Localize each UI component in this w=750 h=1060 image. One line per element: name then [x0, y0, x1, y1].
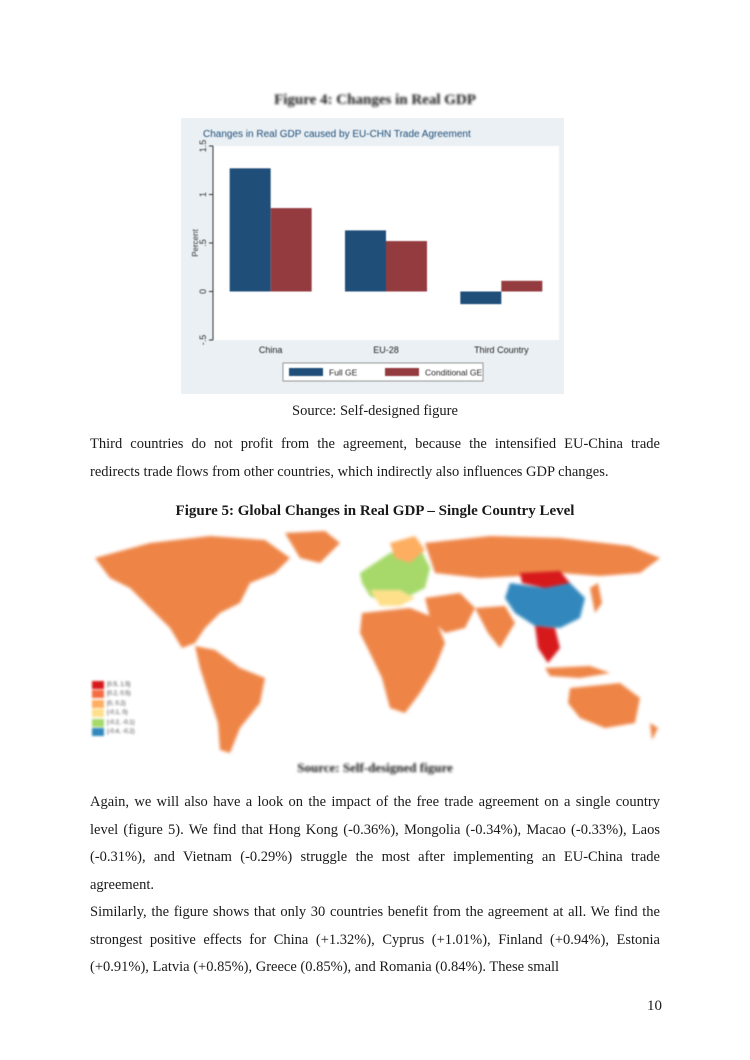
- figure-5-caption: Figure 5: Global Changes in Real GDP – Single Country Level: [175, 503, 575, 519]
- bar-eu-28-1: [386, 241, 427, 291]
- map-legend-swatch: [92, 709, 104, 717]
- y-tick-label: 0: [198, 288, 208, 295]
- bar-eu-28-0: [345, 230, 386, 291]
- bar-china-1: [271, 208, 312, 291]
- x-tick-label: Third Country: [474, 345, 529, 355]
- map-legend-label: [-0.1, 0): [107, 710, 128, 717]
- map-legend-label: [0.2, 0.5): [107, 691, 131, 698]
- chart-title: Changes in Real GDP caused by EU-CHN Trade Agreement: [203, 129, 471, 140]
- map-legend-swatch: [92, 700, 104, 708]
- figure-4-source: Source: Self-designed figure: [292, 403, 458, 419]
- x-tick-label: China: [258, 345, 283, 355]
- map-south-america: [195, 646, 265, 753]
- y-tick-label: 1.5: [198, 139, 208, 153]
- y-axis-label: Percent: [191, 229, 200, 257]
- x-tick-label: EU-28: [373, 345, 399, 355]
- map-indonesia: [545, 666, 610, 678]
- map-legend-swatch: [92, 728, 104, 736]
- map-legend-row: [92, 680, 152, 690]
- map-legend-row: [92, 690, 152, 700]
- figure-5-source: Source: Self-designed figure: [297, 760, 453, 775]
- map-southeast-asia: [535, 626, 560, 663]
- y-tick-label: -.5: [198, 334, 208, 346]
- y-tick-label: 1: [198, 191, 208, 198]
- bar-third-country-0: [460, 292, 501, 305]
- gdp-bar-chart-svg: [181, 118, 564, 394]
- map-china: [505, 583, 585, 628]
- y-tick-label: .5: [198, 239, 208, 247]
- map-legend-label: [-0.2, -0.1): [107, 719, 135, 726]
- world-gdp-map: [90, 528, 665, 758]
- map-legend-label: [-0.4, -0.2): [107, 729, 135, 736]
- map-legend-row: [92, 718, 152, 728]
- gdp-bar-chart: [181, 118, 564, 394]
- figure-4-caption: Figure 4: Changes in Real GDP: [274, 92, 476, 108]
- map-russia: [425, 536, 660, 578]
- map-australia: [568, 683, 640, 728]
- legend-label: Full GE: [329, 367, 358, 378]
- map-new-zealand: [650, 723, 658, 740]
- map-legend-row: [92, 699, 152, 709]
- paragraph-single-country: Again, we will also have a look on the impact of the free trade agreement on a single country level (figure 5). We find that Hong Kong (-0.36%), Mongolia (-0.34%), Macao (-0.33%), Laos (-0.31%), and Vietnam (-0.29%) struggle the most after implementing an EU-China trade agreement.: [90, 794, 660, 893]
- world-map-svg: [90, 528, 665, 758]
- map-legend: [92, 680, 152, 737]
- map-legend-row: [92, 709, 152, 719]
- map-africa: [360, 608, 445, 713]
- map-legend-label: [0.5, 1.5]: [107, 681, 131, 688]
- page-number: 10: [647, 998, 662, 1014]
- paragraph-beneficiaries: Similarly, the figure shows that only 30 countries benefit from the agreement at all. We find the strongest positive effects for China (+1.32%), Cyprus (+1.01%), Finland (+0.94%), Estonia (+0.91%), Latvia (+0.85%), Greece (0.85%), and Romania (0.84%). These small: [90, 904, 660, 975]
- map-legend-swatch: [92, 681, 104, 689]
- map-legend-swatch: [92, 719, 104, 727]
- legend-swatch: [289, 368, 323, 376]
- map-greenland: [285, 531, 340, 563]
- legend-label: Conditional GE: [425, 367, 483, 378]
- map-north-america: [95, 536, 290, 648]
- bar-china-0: [230, 168, 271, 291]
- map-legend-label: [0, 0.2): [107, 700, 126, 707]
- map-japan: [590, 583, 602, 613]
- paragraph-third-countries: Third countries do not profit from the agreement, because the intensified EU-China trade redirects trade flows from other countries, which indirectly also influences GDP changes.: [90, 436, 660, 480]
- map-legend-row: [92, 728, 152, 738]
- map-india: [475, 606, 515, 648]
- bar-third-country-1: [501, 281, 542, 292]
- map-legend-swatch: [92, 690, 104, 698]
- legend-swatch: [385, 368, 419, 376]
